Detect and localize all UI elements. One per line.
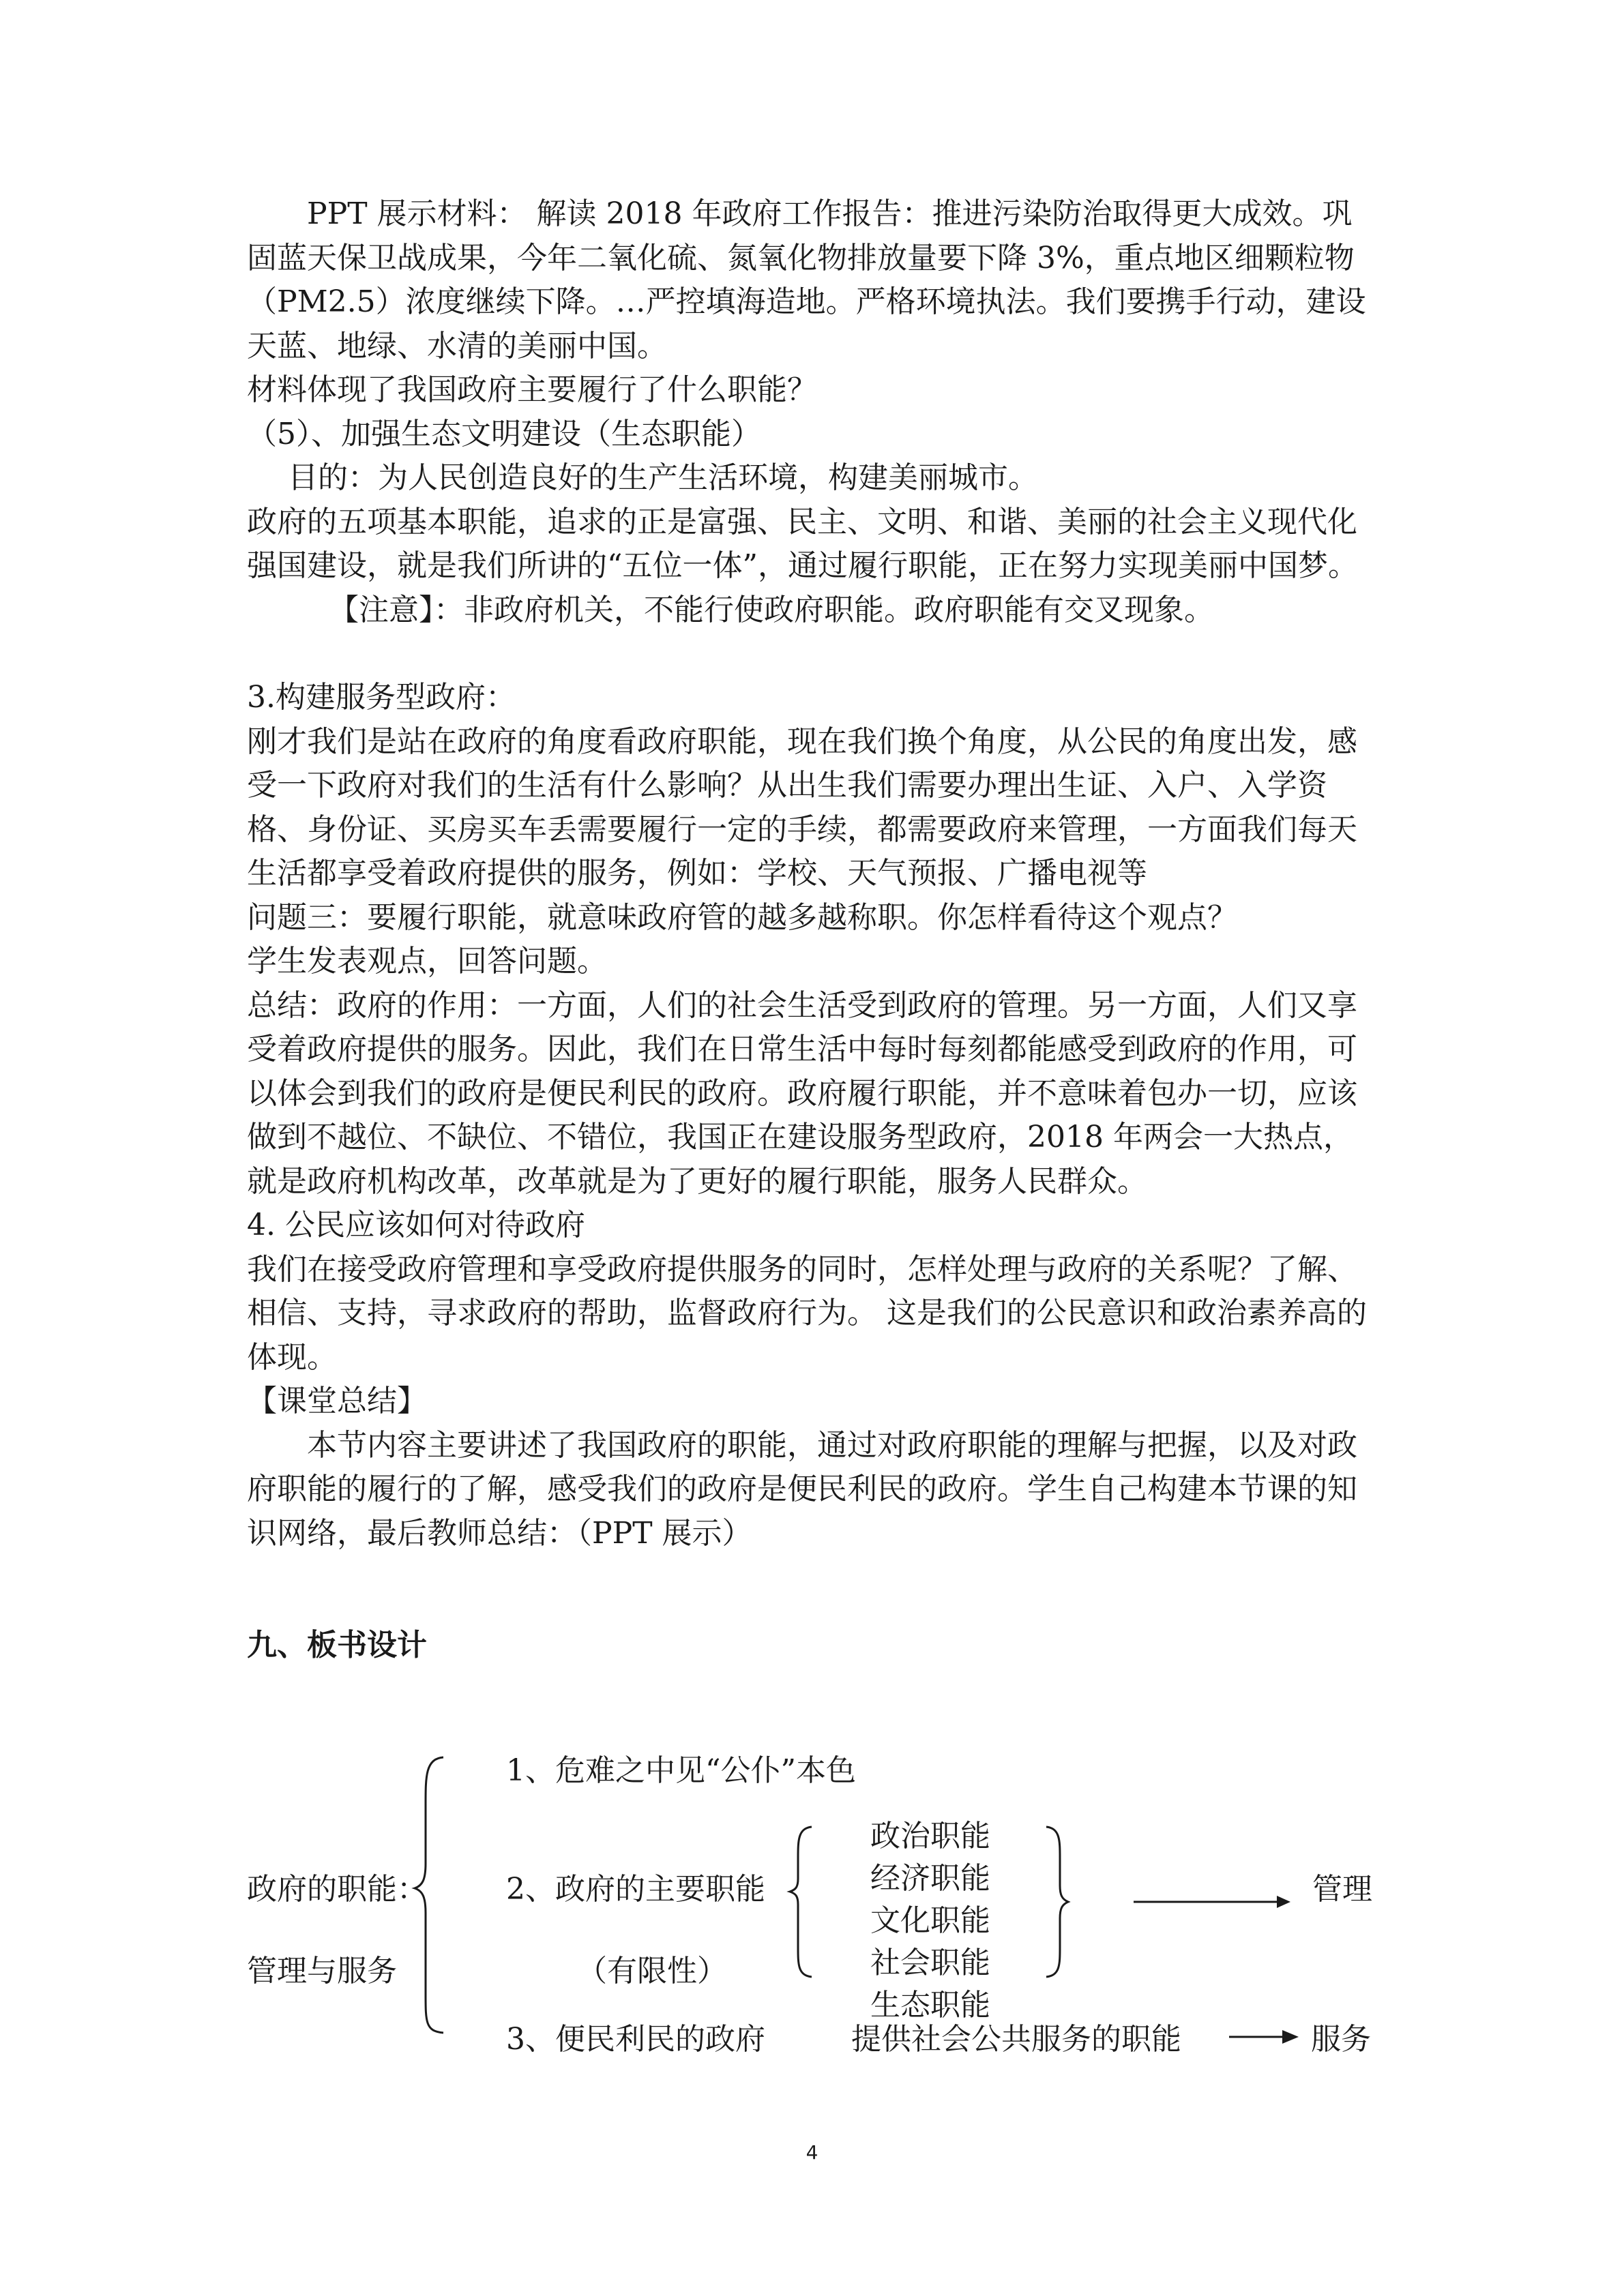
functions-left-brace — [790, 1827, 812, 1977]
document-body — [247, 192, 1379, 1668]
paragraph-citizen-heading: 4. 公民应该如何对待政府 — [247, 1208, 585, 1242]
spacer — [247, 632, 1379, 676]
paragraph-class-summary-heading: 【课堂总结】 — [247, 1384, 427, 1418]
spacer — [247, 1555, 1379, 1624]
paragraph-note: 【注意】：非政府机关，不能行使政府职能。政府职能有交叉现象。 — [329, 592, 1214, 627]
paragraph-ecology-heading: （5）、加强生态文明建设（生态职能） — [247, 416, 761, 451]
paragraph-question-three: 问题三：要履行职能，就意味政府管的越多越称职。你怎样看待这个观点？ — [247, 899, 1237, 935]
board-item-2: 2、政府的主要职能 — [506, 1872, 765, 1907]
board-item-2-note: （有限性） — [577, 1954, 727, 1988]
paragraph-citizen-relation: 我们在接受政府管理和享受政府提供服务的同时，怎样处理与政府的关系呢？了解、相信、支持，寻求政府的帮助，监督政府行为。 这是我们的公民意识和政治素养高的体现。 — [247, 1251, 1367, 1375]
board-left-bottom: 管理与服务 — [247, 1954, 397, 1988]
function-social: 社会职能 — [870, 1945, 990, 1980]
paragraph-purpose: 目的：为人民创造良好的生产生活环境，构建美丽城市。 — [288, 460, 1038, 495]
paragraph-five-functions: 政府的五项基本职能，追求的正是富强、民主、文明、和谐、美丽的社会主义现代化强国建设，就是我们所讲的“五位一体”，通过履行职能，正在努力实现美丽中国梦。 — [247, 504, 1358, 583]
function-cultural: 文化职能 — [870, 1903, 990, 1938]
functions-right-brace — [1046, 1827, 1068, 1977]
section-heading-board-design: 九、板书设计 — [247, 1628, 427, 1663]
board-item-3: 3、便民利民的政府 — [506, 2022, 765, 2057]
paragraph-question: 材料体现了我国政府主要履行了什么职能？ — [247, 372, 817, 407]
board-left-top: 政府的职能： — [247, 1872, 427, 1907]
paragraph-student-answer: 学生发表观点，回答问题。 — [247, 944, 607, 979]
page-number: 4 — [806, 2141, 818, 2164]
paragraph-class-summary: 本节内容主要讲述了我国政府的职能，通过对政府职能的理解与把握，以及对政府职能的履行的了解，感受我们的政府是便民利民的政府。学生自己构建本节课的知识网络，最后教师总结：（PPT 展示） — [247, 1427, 1357, 1551]
arrow-to-serve — [1229, 2030, 1299, 2044]
function-ecological: 生态职能 — [870, 1988, 990, 2023]
function-political: 政治职能 — [870, 1819, 990, 1853]
board-public-service: 提供社会公共服务的职能 — [851, 2022, 1181, 2057]
board-result-manage: 管理 — [1312, 1872, 1372, 1907]
arrow-to-manage — [1134, 1896, 1290, 1908]
board-item-1: 1、危难之中见“公仆”本色 — [506, 1753, 856, 1788]
paragraph-ppt-material: PPT 展示材料： 解读 2018 年政府工作报告：推进污染防治取得更大成效。巩固蓝天保卫战成果，今年二氧化硫、氮氧化物排放量要下降 3%，重点地区细颗粒物（PM2.5）浓度继续下降。…严控填海造地。严格环境执法。我们要携手行动，建设天蓝、地绿、水清的美丽中国。 — [247, 196, 1366, 363]
board-result-serve: 服务 — [1311, 2022, 1371, 2057]
paragraph-service-gov-heading: 3.构建服务型政府： — [247, 680, 516, 715]
board-design-diagram — [247, 1749, 1379, 2063]
function-economic: 经济职能 — [870, 1861, 990, 1896]
paragraph-citizen-view: 刚才我们是站在政府的角度看政府职能，现在我们换个角度，从公民的角度出发，感受一下政府对我们的生活有什么影响？从出生我们需要办理出生证、入户、入学资格、身份证、买房买车丢需要履行一定的手续，都需要政府来管理，一方面我们每天生活都享受着政府提供的服务，例如：学校、天气预报、广播电视等 — [247, 724, 1357, 891]
paragraph-summary: 总结：政府的作用：一方面，人们的社会生活受到政府的管理。另一方面，人们又享受着政府提供的服务。因此，我们在日常生活中每时每刻都能感受到政府的作用，可以体会到我们的政府是便民利民的政府。政府履行职能，并不意味着包办一切，应该做到不越位、不缺位、不错位，我国正在建设服务型政府，2018 年两会一大热点，就是政府机构改革，改革就是为了更好的履行职能，服务人民群众。 — [247, 987, 1357, 1199]
